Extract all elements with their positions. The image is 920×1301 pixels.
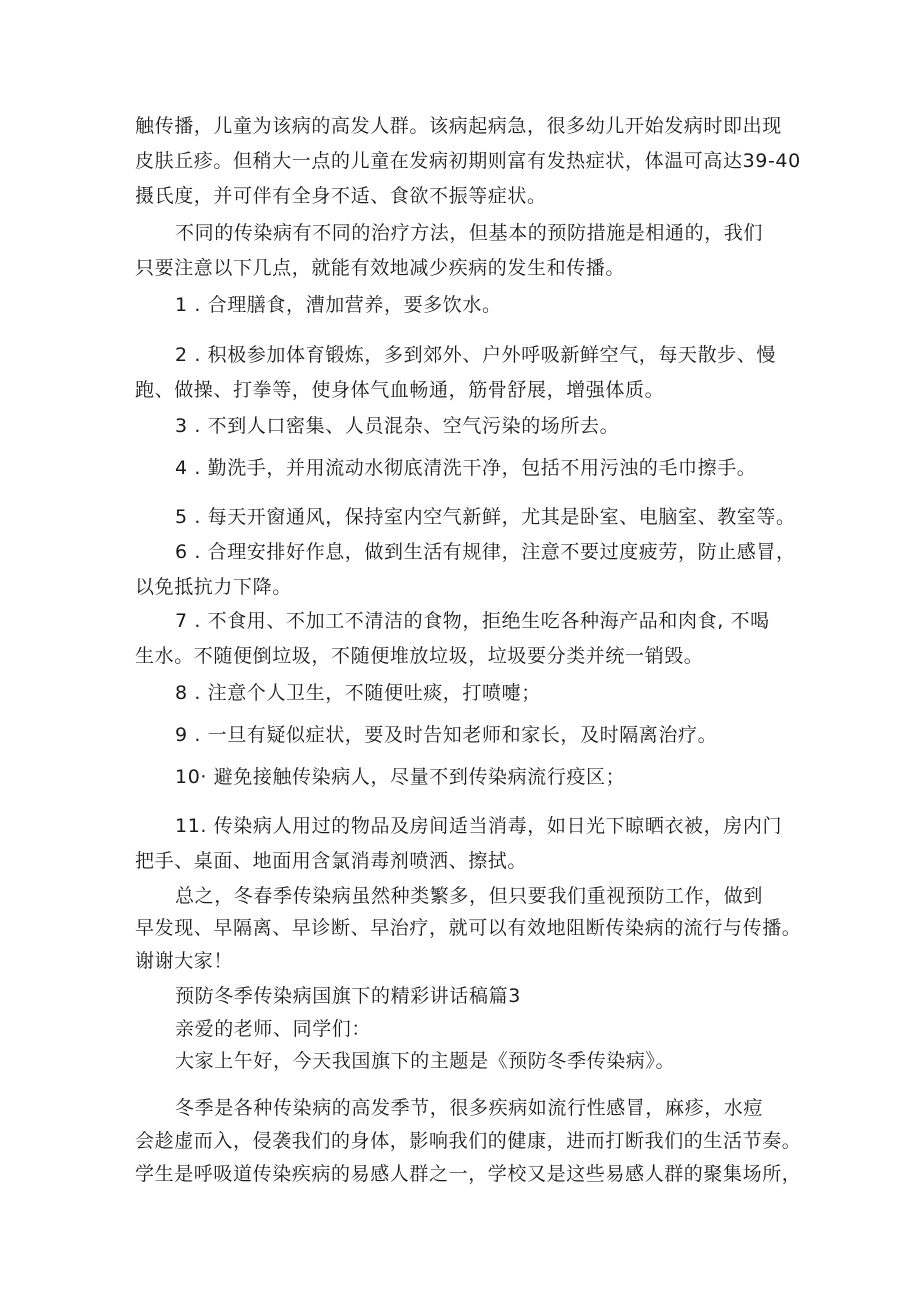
list-item: 5 . 每天开窗通风，保持室内空气新鲜，尤其是卧室、电脑室、教室等。 (175, 506, 796, 528)
text-line: 总之，冬春季传染病虽然种类繁多，但只要我们重视预防工作，做到 (175, 885, 764, 907)
text-line: 学生是呼吸道传染疾病的易感人群之一，学校又是这些易感人群的聚集场所， (135, 1163, 802, 1185)
text-line: 生水。不随便倒垃圾，不随便堆放垃圾，垃圾要分类并统一销毁。 (135, 645, 704, 667)
list-item: 9 . 一旦有疑似症状，要及时告知老师和家长，及时隔离治疗。 (175, 724, 718, 746)
list-item: 6 . 合理安排好作息，做到生活有规律，注意不要过度疲劳，防止感冒， (175, 541, 796, 563)
text-line: 摄氏度，并可伴有全身不适、食欲不振等症状。 (135, 185, 547, 207)
list-item: 3 . 不到人口密集、人员混杂、空气污染的场所去。 (175, 415, 620, 437)
text-line: 以免抵抗力下降。 (135, 576, 292, 598)
section-heading: 预防冬季传染病国旗下的精彩讲话稿篇3 (175, 985, 521, 1007)
text-line: 触传播，儿童为该病的高发人群。该病起病急，很多幼儿开始发病时即出现 (135, 115, 782, 137)
list-item: 8 . 注意个人卫生，不随便吐痰，打喷嚏； (175, 682, 541, 704)
text-line: 不同的传染病有不同的治疗方法，但基本的预防措施是相通的，我们 (175, 222, 764, 244)
list-item: 11. 传染病人用过的物品及房间适当消毒，如日光下晾晒衣被，房内门 (175, 815, 783, 837)
list-item: 2 . 积极参加体育锻炼，多到郊外、户外呼吸新鲜空气，每天散步、慢 (175, 344, 777, 366)
text-line: 皮肤丘疹。但稍大一点的儿童在发病初期则富有发热症状，体温可高达39-40 (135, 150, 801, 172)
list-item: 10· 避免接触传染病人，尽量不到传染病流行疫区； (175, 766, 626, 788)
list-item: 4 . 勤洗手，并用流动水彻底清洗干净，包括不用污浊的毛巾擦手。 (175, 457, 757, 479)
text-line: 冬季是各种传染病的高发季节，很多疾病如流行性感冒，麻疹，水痘 (175, 1097, 764, 1119)
list-item: 7 . 不食用、不加工不清洁的食物，拒绝生吃各种海产品和肉食, 不喝 (175, 610, 770, 632)
text-line: 谢谢大家！ (135, 950, 234, 972)
text-line: 只要注意以下几点，就能有效地减少疾病的发生和传播。 (135, 257, 626, 279)
text-line: 大家上午好，今天我国旗下的主题是《预防冬季传染病》。 (175, 1050, 676, 1072)
text-line: 跑、做操、打拳等，使身体气血畅通，筋骨舒展，增强体质。 (135, 379, 665, 401)
text-line: 会趁虚而入，侵袭我们的身体，影响我们的健康，进而打断我们的生活节奏。 (135, 1130, 802, 1152)
text-line: 早发现、早隔离、早诊断、早治疗，就可以有效地阻断传染病的流行与传播。 (135, 917, 802, 939)
salutation: 亲爱的老师、同学们： (175, 1018, 372, 1040)
list-item: 1 . 合理膳食，漕加营养，要多饮水。 (175, 294, 502, 316)
text-line: 把手、桌面、地面用含氯消毒剂喷洒、擦拭。 (135, 850, 528, 872)
